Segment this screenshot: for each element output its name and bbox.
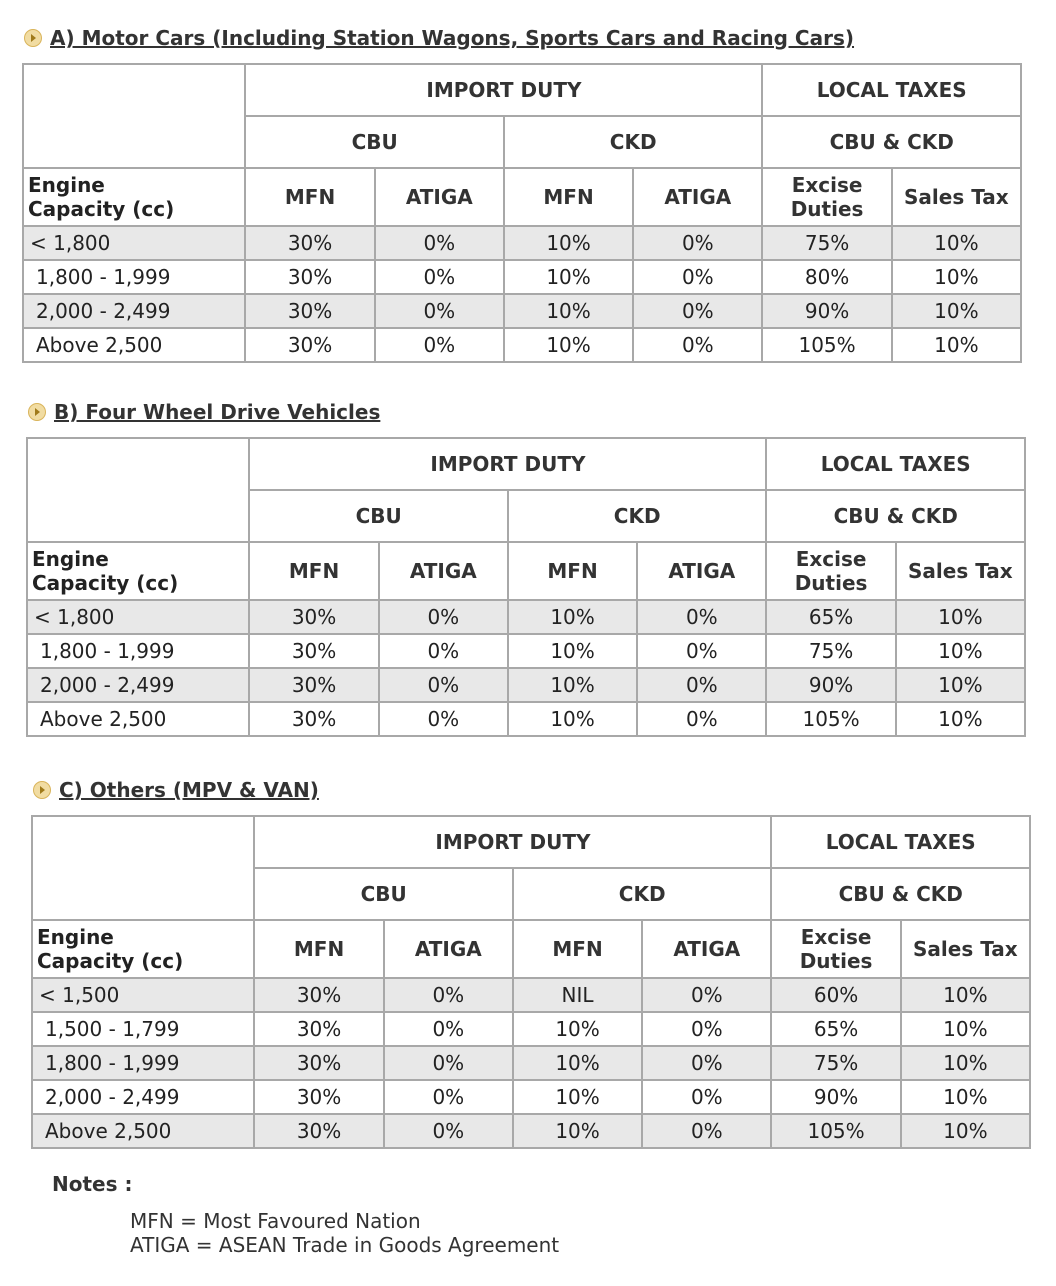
table-cell: 10% (896, 668, 1025, 702)
table-cell: 10% (513, 1080, 642, 1114)
table-cell: 0% (375, 328, 504, 362)
table-cell: 0% (384, 1046, 513, 1080)
table-cell: 30% (249, 600, 378, 634)
table-cell: 10% (504, 328, 633, 362)
table-cell: 30% (254, 978, 383, 1012)
table-cell: 75% (766, 634, 895, 668)
notes-title: Notes : (52, 1172, 133, 1196)
engine-capacity-cell: Above 2,500 (27, 702, 249, 736)
table-cell: 10% (901, 1080, 1030, 1114)
table-cell: 90% (762, 294, 891, 328)
table-cell: 105% (771, 1114, 900, 1148)
table-cell: 0% (637, 634, 766, 668)
table-cell: 30% (249, 668, 378, 702)
engine-capacity-cell: Above 2,500 (32, 1114, 254, 1148)
table-row (27, 702, 1025, 736)
table-cell: 75% (762, 226, 891, 260)
section-c-title-label: C) Others (MPV & VAN) (59, 778, 319, 802)
engine-capacity-header: Engine Capacity (cc) (23, 168, 245, 226)
mfn-header: MFN (245, 168, 374, 226)
table-cell: 10% (901, 1046, 1030, 1080)
engine-capacity-cell: 1,800 - 1,999 (32, 1046, 254, 1080)
table-cell: 30% (249, 702, 378, 736)
table-row (23, 328, 1021, 362)
atiga-header: ATIGA (637, 542, 766, 600)
table-cell: 0% (633, 226, 762, 260)
ckd-header: CKD (504, 116, 763, 168)
table-cell: 0% (375, 226, 504, 260)
atiga-header: ATIGA (375, 168, 504, 226)
table-cell: 10% (896, 600, 1025, 634)
corner-cell (32, 816, 254, 920)
table-cell: 30% (245, 294, 374, 328)
table-cell: 0% (384, 1012, 513, 1046)
excise-duties-header: Excise Duties (762, 168, 891, 226)
table-cell: 10% (508, 600, 637, 634)
table-cell: 0% (642, 1012, 771, 1046)
table-cell: 10% (901, 1114, 1030, 1148)
table-row (32, 978, 1030, 1012)
table-cell: 10% (508, 702, 637, 736)
corner-cell (23, 64, 245, 168)
table-cell: 0% (642, 978, 771, 1012)
import-duty-header: IMPORT DUTY (245, 64, 762, 116)
arrow-bullet-icon (28, 403, 46, 421)
arrow-bullet-icon (24, 29, 42, 47)
mfn-header: MFN (249, 542, 378, 600)
table-cell: 10% (892, 226, 1021, 260)
duty-table-c (31, 815, 1031, 1149)
table-cell: 10% (892, 328, 1021, 362)
table-row (32, 1080, 1030, 1114)
table-cell: 30% (254, 1012, 383, 1046)
table-cell: 10% (508, 668, 637, 702)
mfn-header: MFN (513, 920, 642, 978)
table-cell: 10% (513, 1114, 642, 1148)
table-cell: 10% (513, 1046, 642, 1080)
table-cell: 0% (384, 1080, 513, 1114)
engine-capacity-cell: 2,000 - 2,499 (27, 668, 249, 702)
engine-capacity-cell: < 1,500 (32, 978, 254, 1012)
table-cell: 0% (637, 668, 766, 702)
table-cell: 105% (762, 328, 891, 362)
excise-duties-header: Excise Duties (766, 542, 895, 600)
table-cell: 30% (254, 1114, 383, 1148)
sales-tax-header: Sales Tax (901, 920, 1030, 978)
local-taxes-header: LOCAL TAXES (771, 816, 1030, 868)
section-b-title-label: B) Four Wheel Drive Vehicles (54, 400, 381, 424)
table-cell: 0% (379, 634, 508, 668)
table-cell: 30% (254, 1046, 383, 1080)
engine-capacity-cell: < 1,800 (23, 226, 245, 260)
arrow-bullet-icon (33, 781, 51, 799)
table-cell: 10% (504, 260, 633, 294)
section-c-title[interactable] (33, 778, 319, 802)
table-cell: 0% (637, 600, 766, 634)
table-row (32, 1046, 1030, 1080)
table-cell: 0% (375, 260, 504, 294)
table-cell: 90% (766, 668, 895, 702)
atiga-header: ATIGA (379, 542, 508, 600)
mfn-header: MFN (508, 542, 637, 600)
section-a-title-label: A) Motor Cars (Including Station Wagons, Sports Cars and Racing Cars) (50, 26, 855, 50)
table-cell: 0% (384, 978, 513, 1012)
table-cell: 30% (249, 634, 378, 668)
table-cell: 10% (892, 294, 1021, 328)
cbu-ckd-header: CBU & CKD (766, 490, 1025, 542)
table-cell: NIL (513, 978, 642, 1012)
corner-cell (27, 438, 249, 542)
table-row (32, 1012, 1030, 1046)
engine-capacity-cell: 1,800 - 1,999 (23, 260, 245, 294)
table-cell: 65% (771, 1012, 900, 1046)
table-cell: 0% (384, 1114, 513, 1148)
atiga-header: ATIGA (633, 168, 762, 226)
table-cell: 0% (375, 294, 504, 328)
table-cell: 10% (504, 294, 633, 328)
table-cell: 65% (766, 600, 895, 634)
cbu-header: CBU (254, 868, 513, 920)
table-cell: 10% (513, 1012, 642, 1046)
sales-tax-header: Sales Tax (896, 542, 1025, 600)
table-row (32, 1114, 1030, 1148)
duty-table-b (26, 437, 1026, 737)
import-duty-header: IMPORT DUTY (249, 438, 766, 490)
table-cell: 0% (633, 294, 762, 328)
notes-line-atiga: ATIGA = ASEAN Trade in Goods Agreement (130, 1233, 560, 1257)
engine-capacity-cell: < 1,800 (27, 600, 249, 634)
engine-capacity-cell: 1,800 - 1,999 (27, 634, 249, 668)
local-taxes-header: LOCAL TAXES (766, 438, 1025, 490)
local-taxes-header: LOCAL TAXES (762, 64, 1021, 116)
table-cell: 0% (379, 702, 508, 736)
ckd-header: CKD (508, 490, 767, 542)
table-cell: 80% (762, 260, 891, 294)
table-cell: 0% (642, 1114, 771, 1148)
mfn-header: MFN (254, 920, 383, 978)
engine-capacity-header: Engine Capacity (cc) (27, 542, 249, 600)
engine-capacity-header: Engine Capacity (cc) (32, 920, 254, 978)
table-row (23, 226, 1021, 260)
excise-duties-header: Excise Duties (771, 920, 900, 978)
import-duty-header: IMPORT DUTY (254, 816, 771, 868)
atiga-header: ATIGA (642, 920, 771, 978)
cbu-ckd-header: CBU & CKD (762, 116, 1021, 168)
table-cell: 0% (642, 1046, 771, 1080)
mfn-header: MFN (504, 168, 633, 226)
table-cell: 0% (379, 600, 508, 634)
table-cell: 0% (633, 328, 762, 362)
table-row (27, 668, 1025, 702)
duty-table-a (22, 63, 1022, 363)
sales-tax-header: Sales Tax (892, 168, 1021, 226)
table-row (27, 600, 1025, 634)
table-row (27, 634, 1025, 668)
engine-capacity-cell: 1,500 - 1,799 (32, 1012, 254, 1046)
table-cell: 10% (508, 634, 637, 668)
notes-line-mfn: MFN = Most Favoured Nation (130, 1209, 421, 1233)
table-cell: 60% (771, 978, 900, 1012)
table-cell: 30% (245, 260, 374, 294)
section-b-title[interactable] (28, 400, 380, 424)
table-cell: 10% (896, 702, 1025, 736)
cbu-ckd-header: CBU & CKD (771, 868, 1030, 920)
table-cell: 10% (896, 634, 1025, 668)
table-cell: 0% (633, 260, 762, 294)
table-cell: 30% (245, 226, 374, 260)
table-cell: 105% (766, 702, 895, 736)
table-row (23, 294, 1021, 328)
table-cell: 30% (245, 328, 374, 362)
table-cell: 10% (892, 260, 1021, 294)
table-cell: 0% (642, 1080, 771, 1114)
engine-capacity-cell: 2,000 - 2,499 (23, 294, 245, 328)
table-cell: 10% (901, 978, 1030, 1012)
table-cell: 10% (901, 1012, 1030, 1046)
table-cell: 30% (254, 1080, 383, 1114)
table-cell: 0% (379, 668, 508, 702)
atiga-header: ATIGA (384, 920, 513, 978)
cbu-header: CBU (245, 116, 504, 168)
section-a-title[interactable] (24, 26, 854, 50)
table-cell: 10% (504, 226, 633, 260)
table-cell: 0% (637, 702, 766, 736)
engine-capacity-cell: Above 2,500 (23, 328, 245, 362)
cbu-header: CBU (249, 490, 508, 542)
table-row (23, 260, 1021, 294)
table-cell: 90% (771, 1080, 900, 1114)
ckd-header: CKD (513, 868, 772, 920)
engine-capacity-cell: 2,000 - 2,499 (32, 1080, 254, 1114)
table-cell: 75% (771, 1046, 900, 1080)
